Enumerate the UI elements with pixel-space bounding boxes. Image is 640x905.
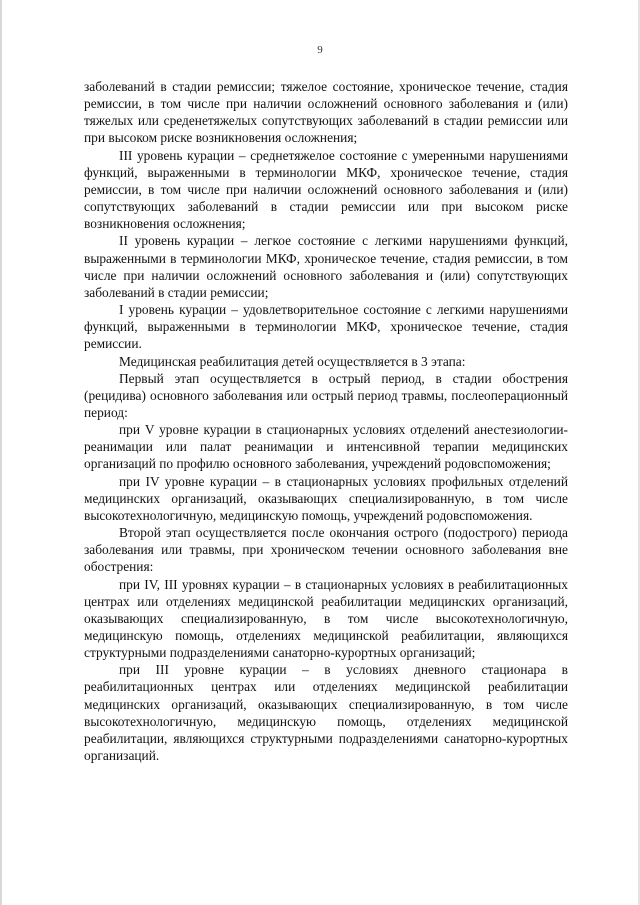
paragraph-second-stage-level-4-3: при IV, III уровнях курации – в стационарных условиях в реабилитационных центрах или отделениях медицинской реабилитации медицинских организаций, оказывающих специализированную, в том числе высокотехнологичную, медицинскую помощь, отделениях медицинской реабилитации, являющихся структурными подразделениями санаторно-курортных организаций; <box>84 576 568 661</box>
scan-edge-left <box>0 0 2 905</box>
paragraph-level-3: III уровень курации – среднетяжелое состояние с умеренными нарушениями функций, выраженными в терминологии МКФ, хроническое течение, стадия ремиссии, в том числе при наличии осложнений основного заболевания и (или) сопутствующих заболеваний в стадии ремиссии или при высоком риске возникновения осложнения; <box>84 147 568 232</box>
page-number: 9 <box>317 44 323 56</box>
paragraph-stages-intro: Медицинская реабилитация детей осуществляется в 3 этапа: <box>119 353 466 369</box>
paragraph-first-stage: Первый этап осуществляется в острый период, в стадии обострения (рецидива) основного заболевания или острый период травмы, послеоперационный период: <box>84 370 568 420</box>
paragraph-level-2: II уровень курации – легкое состояние с легкими нарушениями функций, выраженными в терминологии МКФ, хроническое течение, стадия ремиссии, в том числе при наличии осложнений основного заболевания и (или) сопутствующих заболеваний в стадии ремиссии; <box>84 233 568 300</box>
body-text <box>84 78 568 764</box>
paragraph-second-stage-level-3-day: при III уровне курации – в условиях дневного стационара в реабилитационных центрах или отделениях медицинской реабилитации медицинских организаций, оказывающих специализированную, в том числе высокотехнологичную, медицинскую помощь, отделениях медицинской реабилитации, являющихся структурными подразделениями санаторно-курортных организаций. <box>84 662 568 764</box>
paragraph-level-1: I уровень курации – удовлетворительное состояние с легкими нарушениями функций, выраженными в терминологии МКФ, хроническое течение, стадия ремиссии. <box>84 302 568 352</box>
paragraph-continuation: заболеваний в стадии ремиссии; тяжелое состояние, хроническое течение, стадия ремиссии, в том числе при наличии осложнений основного заболевания и (или) тяжелых или среденетяжелых сопутствующих заболеваний в стадии ремиссии или при высоком риске возникновения осложнения; <box>84 79 568 146</box>
paragraph-second-stage: Второй этап осуществляется после окончания острого (подострого) периода заболевания или травмы, при хроническом течении основного заболевания вне обострения: <box>84 525 568 575</box>
paragraph-first-stage-level-4: при IV уровне курации – в стационарных условиях профильных отделений медицинских организаций, оказывающих специализированную, в том числе высокотехнологичную, медицинскую помощь, учреждений родовспоможения. <box>84 473 568 523</box>
paragraph-first-stage-level-5: при V уровне курации в стационарных условиях отделений анестезиологии-реанимации или палат реанимации и интенсивной терапии медицинских организаций по профилю основного заболевания, учреждений родовспоможения; <box>84 422 568 472</box>
